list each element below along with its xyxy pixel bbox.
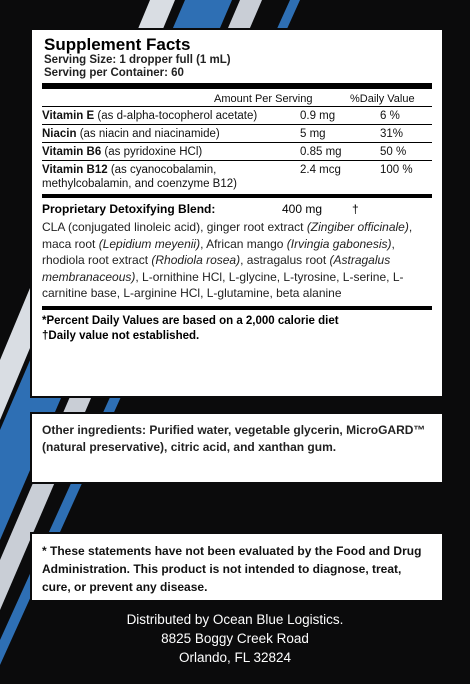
nutrient-name: Vitamin B6 — [42, 146, 102, 158]
nutrient-row — [42, 125, 432, 143]
nutrient-dv: 6 % — [380, 110, 400, 122]
supplement-facts-title: Supplement Facts — [44, 35, 191, 54]
blend-dv: † — [352, 202, 359, 216]
daily-value-header: %Daily Value — [350, 92, 415, 105]
nutrient-amount: 5 mg — [300, 128, 326, 140]
distributor-name: Distributed by Ocean Blue Logistics. — [126, 612, 344, 627]
fda-disclaimer-text: * These statements have not been evaluated by the Food and Drug Administration. This product is not intended to diagnose, treat, cure, or prevent any disease. — [42, 544, 422, 594]
distributor-city: Orlando, FL 32824 — [178, 650, 292, 665]
nutrient-row — [42, 143, 432, 161]
divider-medium — [42, 306, 432, 310]
nutrient-amount: 0.9 mg — [300, 110, 336, 122]
nutrient-dv: 50 % — [380, 146, 407, 158]
blend-header — [42, 201, 432, 217]
supplement-facts-panel — [30, 28, 444, 398]
column-header — [42, 91, 432, 107]
serving-size: Serving Size: 1 dropper full (1 mL) — [44, 54, 231, 66]
other-ingredients-text: Other ingredients: Purified water, vegetable glycerin, MicroGARD™ (natural preservative), citric acid, and xanthan gum. — [42, 423, 426, 454]
nutrient-name: Niacin — [42, 128, 77, 140]
divider-medium — [42, 194, 432, 198]
nutrient-detail: (as cyanocobalamin, — [107, 164, 217, 176]
nutrient-name: Vitamin B12 — [42, 164, 108, 176]
footnote-dagger: †Daily value not established. — [42, 329, 200, 342]
fda-disclaimer-panel — [30, 532, 444, 602]
blend-name: Proprietary Detoxifying Blend: — [42, 202, 216, 216]
nutrient-name: Vitamin E — [42, 110, 95, 122]
nutrient-amount: 2.4 mcg — [300, 164, 341, 176]
footnote-percent-dv: *Percent Daily Values are based on a 2,000 calorie diet — [42, 314, 339, 327]
other-ingredients-panel — [30, 412, 444, 484]
nutrient-detail: (as pyridoxine HCl) — [101, 146, 203, 158]
nutrient-detail-2: methylcobalamin, and coenzyme B12) — [42, 178, 237, 190]
nutrient-detail: (as niacin and niacinamide) — [76, 128, 220, 140]
blend-amount: 400 mg — [282, 202, 323, 216]
distributor-street: 8825 Boggy Creek Road — [161, 631, 309, 646]
blend-ingredients: CLA (conjugated linoleic acid), ginger root extract (Zingiber officinale), maca root (Lepidium meyenii), African mango (Irvingia gabonesis), rhodiola root extract (Rhodiola rosea), astragalus root (Astragalus membranaceous), L-ornithine HCl, L-glycine, L-tyrosine, L-serine, L-carnitine base, L-arginine HCl, L-glutamine, beta alanine — [42, 220, 413, 301]
nutrient-row — [42, 107, 432, 125]
nutrient-dv: 31% — [380, 128, 404, 140]
amount-per-serving-header: Amount Per Serving — [214, 92, 313, 105]
servings-per-container: Serving per Container: 60 — [44, 67, 184, 79]
nutrient-dv: 100 % — [380, 164, 413, 176]
nutrient-amount: 0.85 mg — [300, 146, 342, 158]
nutrient-row — [42, 161, 432, 192]
nutrient-detail: (as d-alpha-tocopherol acetate) — [94, 110, 258, 122]
distributor-info — [0, 610, 470, 667]
divider-thick — [42, 83, 432, 89]
